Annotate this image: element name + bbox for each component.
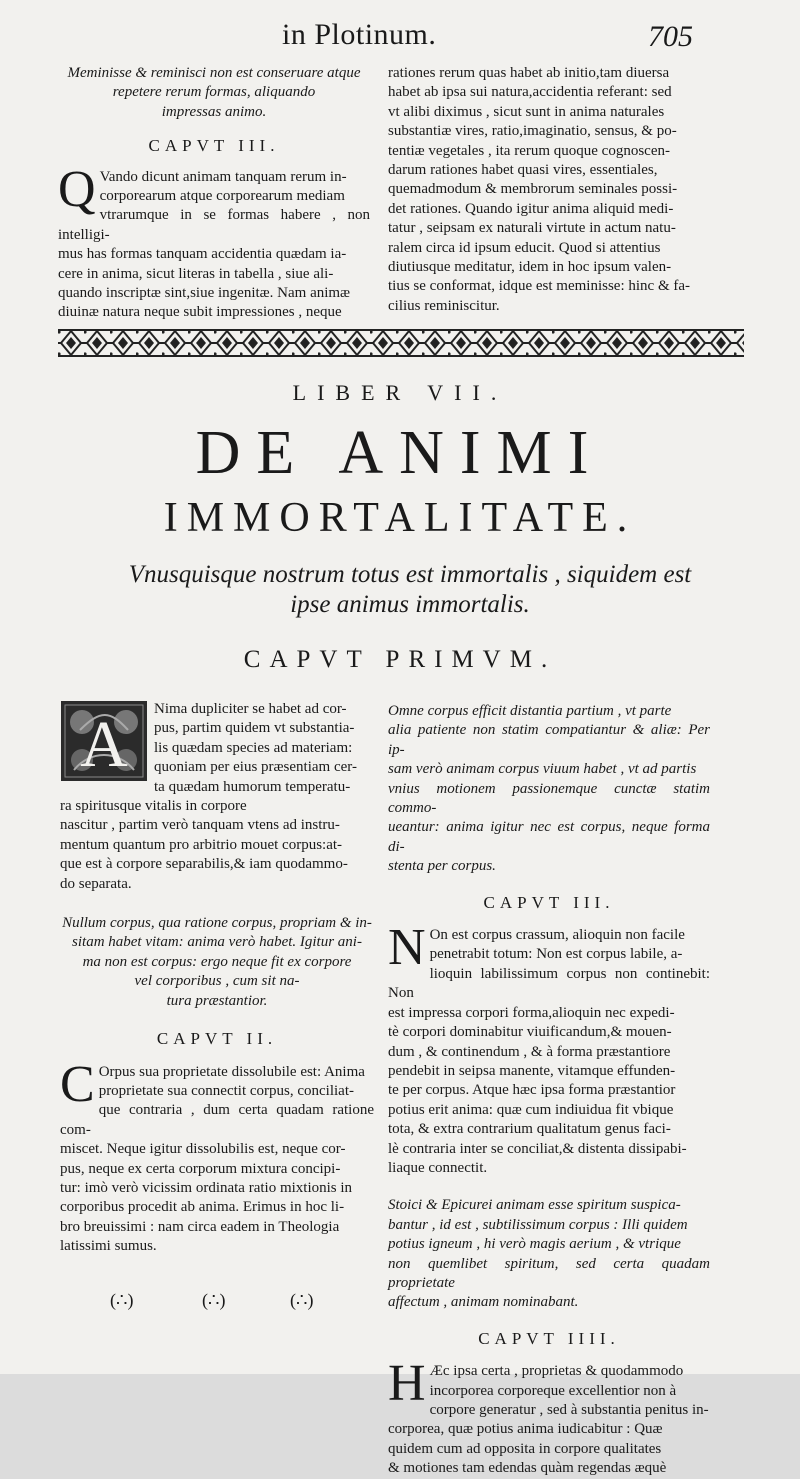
- text-line: ra spiritusque vitalis in corpore: [60, 798, 247, 815]
- decorated-initial: [60, 700, 148, 782]
- text-line: nascitur , partim verò tanquam vtens ad instru-: [60, 817, 340, 834]
- drop-capital: H: [388, 1355, 426, 1413]
- text-line: que contraria , dum certa quadam ratione com-: [60, 1102, 374, 1138]
- text-line: det rationes. Quando igitur anima aliquid medi-: [388, 200, 674, 217]
- summary-line: vel corporibus , cum sit na-: [134, 973, 300, 990]
- text-line: ralem circa id ipsum educit. Quod si attentius: [388, 239, 661, 256]
- ornamental-border: [58, 328, 744, 358]
- summary-line: vnius motionem passionemque cunctæ statim commo-: [388, 780, 710, 817]
- text-line: quidem cum ad opposita in corpore qualitates: [388, 1440, 662, 1457]
- text-line: do separata.: [60, 875, 132, 892]
- text-line: cilius reminiscitur.: [388, 297, 500, 314]
- text-line: dum , & continendum , & à forma præstantiore: [388, 1043, 671, 1060]
- text-line: Nima dupliciter se habet ad cor-: [154, 701, 347, 717]
- text-line: corporibus procedit ab anima. Erimus in hoc li-: [60, 1199, 345, 1216]
- text-line: vtrarumque in se formas habere , non intelligi-: [58, 207, 370, 243]
- motto-line: Vnusquisque nostrum totus est immortalis , siquidem est: [128, 561, 692, 588]
- drop-capital: N: [388, 919, 426, 977]
- text-line: substantiæ vires, ratio,imaginatio, sensus, & po-: [388, 123, 677, 140]
- text-line: pus, neque ex certa corporum mixtura concipi-: [60, 1160, 341, 1177]
- caput-heading: CAPVT IIII.: [478, 1328, 620, 1348]
- summary-line: Stoici & Epicurei animam esse spiritum suspica-: [388, 1197, 681, 1214]
- summary-line: bantur , id est , subtilissimum corpus : Illi quidem: [388, 1216, 688, 1233]
- running-title: in Plotinum.: [282, 18, 437, 51]
- text-line: pendebit in seipsa manente, vitamque effunden-: [388, 1062, 676, 1079]
- text-line: mentum quantum pro arbitrio mouet corpus:at-: [60, 836, 343, 853]
- text-line: tentiæ vegetales , ita rerum quoque cognoscen-: [388, 142, 670, 159]
- text-line: latissimi sumus.: [60, 1238, 157, 1255]
- book-motto: [80, 560, 740, 620]
- ornament-band: [58, 328, 744, 358]
- summary-line: affectum , animam nominabant.: [388, 1294, 579, 1311]
- book-title-line1: DE ANIMI: [195, 419, 605, 487]
- drop-capital: Q: [58, 160, 96, 218]
- text-line: quoniam per eius præsentiam cer-: [154, 759, 357, 776]
- initial-letter: A: [80, 708, 128, 781]
- summary-heading-line: repetere rerum formas, aliquando: [112, 84, 316, 101]
- italic-summary: [60, 914, 374, 1011]
- text-line: tè corpori dominabitur viuificandum,& mouen-: [388, 1024, 672, 1041]
- top-right-column: [388, 64, 710, 316]
- summary-line: tura præstantior.: [166, 992, 268, 1009]
- text-line: mus has formas tanquam accidentia quædam ia-: [58, 246, 347, 263]
- text-line: corpore generatur , sed à substantia penitus in-: [429, 1402, 709, 1418]
- text-line: incorporea corporeque excellentior non à: [429, 1382, 677, 1399]
- chapter-one-heading: CAPVT PRIMVM.: [243, 646, 557, 673]
- text-line: & motiones tam edendas quàm regendas æquè: [388, 1460, 667, 1477]
- page-number: 705: [648, 20, 693, 53]
- summary-line: sitam habet vitam: anima verò habet. Igitur ani-: [72, 934, 362, 951]
- text-line: corporearum atque corporearum mediam: [99, 188, 345, 205]
- text-line: On est corpus crassum, alioquin non facile: [429, 927, 685, 944]
- caput-heading: CAPVT II.: [156, 1029, 278, 1049]
- summary-line: ma non est corpus: ergo neque fit ex corpore: [82, 953, 352, 970]
- text-line: liaque connectit.: [388, 1159, 488, 1176]
- text-line: miscet. Neque igitur dissolubilis est, neque cor-: [60, 1141, 346, 1158]
- text-line: pus, partim quidem vt substantia-: [154, 720, 355, 737]
- summary-line: non quemlibet spiritum, sed certa quadam proprietate: [388, 1255, 710, 1291]
- text-line: lis quædam species ad materiam:: [154, 739, 353, 756]
- text-line: diuinæ natura neque subit impressiones , neque: [58, 304, 342, 321]
- text-line: quando inscriptæ sint,siue ingenitæ. Nam animæ: [58, 285, 351, 302]
- text-line: que est à corpore separabilis,& iam quodammo-: [60, 856, 348, 873]
- lower-left-column: [60, 700, 374, 1257]
- summary-line: sam verò animam corpus viuum habet , vt ad partis: [388, 761, 697, 778]
- text-line: quemadmodum & membrorum seminales possi-: [388, 181, 678, 198]
- signature-mark: (∴): [202, 1290, 226, 1310]
- text-line: proprietate sua connectit corpus, conciliat-: [98, 1082, 355, 1099]
- text-line: habet ab ipsa sui natura,accidentia referant: sed: [388, 84, 672, 101]
- text-line: lioquin labilissimum corpus non continebit: Non: [388, 965, 710, 1002]
- italic-summary: [388, 1196, 710, 1312]
- lower-right-column: [388, 702, 710, 1479]
- book-title-line2: IMMORTALITATE.: [163, 495, 637, 541]
- text-line: potius erit anima: quæ cum indiuidua fit vbique: [388, 1101, 674, 1118]
- summary-line: potius igneum , hi verò magis aerium , & vtrique: [388, 1236, 681, 1253]
- text-line: lè contraria inter se conciliat,& distenta dissipabi-: [388, 1140, 687, 1157]
- text-line: tatur , seipsam ex naturali virtute in actum natu-: [388, 220, 676, 237]
- printer-signatures: [110, 1290, 340, 1314]
- summary-line: alia patiente non statim compatiantur & aliæ: Per ip-: [388, 722, 710, 758]
- text-line: est impressa corpori forma,alioquin nec expedi-: [388, 1004, 675, 1021]
- signature-mark: (∴): [110, 1290, 134, 1310]
- text-line: tota, & extra contrarium qualitatum genus faci-: [388, 1121, 671, 1138]
- text-line: penetrabit totum: Non est corpus labile, a-: [429, 946, 683, 963]
- caput-heading: CAPVT III.: [148, 136, 280, 156]
- summary-line: ueantur: anima igitur nec est corpus, neque forma di-: [388, 819, 710, 855]
- text-line: vt alibi diximus , sicut sunt in anima naturales: [388, 103, 665, 120]
- text-line: bro breuissimi : nam circa eadem in Theologia: [60, 1218, 340, 1235]
- book-number: LIBER VII.: [292, 380, 508, 405]
- caput-heading: CAPVT III.: [483, 892, 615, 912]
- signature-mark: (∴): [290, 1290, 314, 1310]
- text-line: rationes rerum quas habet ab initio,tam diuersa: [388, 65, 670, 81]
- summary-line: Nullum corpus, qua ratione corpus, propriam & in-: [62, 915, 372, 932]
- text-line: diutiusque meditatur, idem in hoc ipsum valen-: [388, 259, 672, 276]
- drop-capital: C: [60, 1055, 95, 1113]
- text-line: tius se conformat, idque est meminisse: hinc & fa-: [388, 278, 691, 295]
- text-line: ta quædam humorum temperatu-: [154, 778, 351, 795]
- decorated-initial-icon: [60, 700, 148, 782]
- text-line: cere in anima, sicut literas in tabella , siue ali-: [58, 265, 334, 282]
- text-line: te per corpus. Atque hæc ipsa forma præstantior: [388, 1082, 676, 1099]
- summary-heading-line: Meminisse & reminisci non est conseruare atque: [67, 65, 361, 81]
- text-line: Orpus sua proprietate dissolubile est: Anima: [98, 1063, 365, 1080]
- summary-heading-line: impressas animo.: [161, 103, 267, 120]
- text-line: Æc ipsa certa , proprietas & quodammodo: [429, 1363, 684, 1380]
- text-line: Vando dicunt animam tanquam rerum in-: [99, 168, 347, 185]
- text-line: tur: imò verò vicissim ordinata ratio mixtionis in: [60, 1179, 353, 1196]
- text-line: corporea, quæ potius anima iudicabitur : Quæ: [388, 1421, 663, 1438]
- summary-line: Omne corpus efficit distantia partium , vt parte: [388, 703, 672, 719]
- motto-line: ipse animus immortalis.: [290, 591, 530, 618]
- summary-line: stenta per corpus.: [388, 858, 496, 875]
- running-head: [0, 14, 800, 54]
- text-line: darum rationes habet quasi vires, essentiales,: [388, 162, 658, 179]
- top-left-column: [58, 64, 370, 323]
